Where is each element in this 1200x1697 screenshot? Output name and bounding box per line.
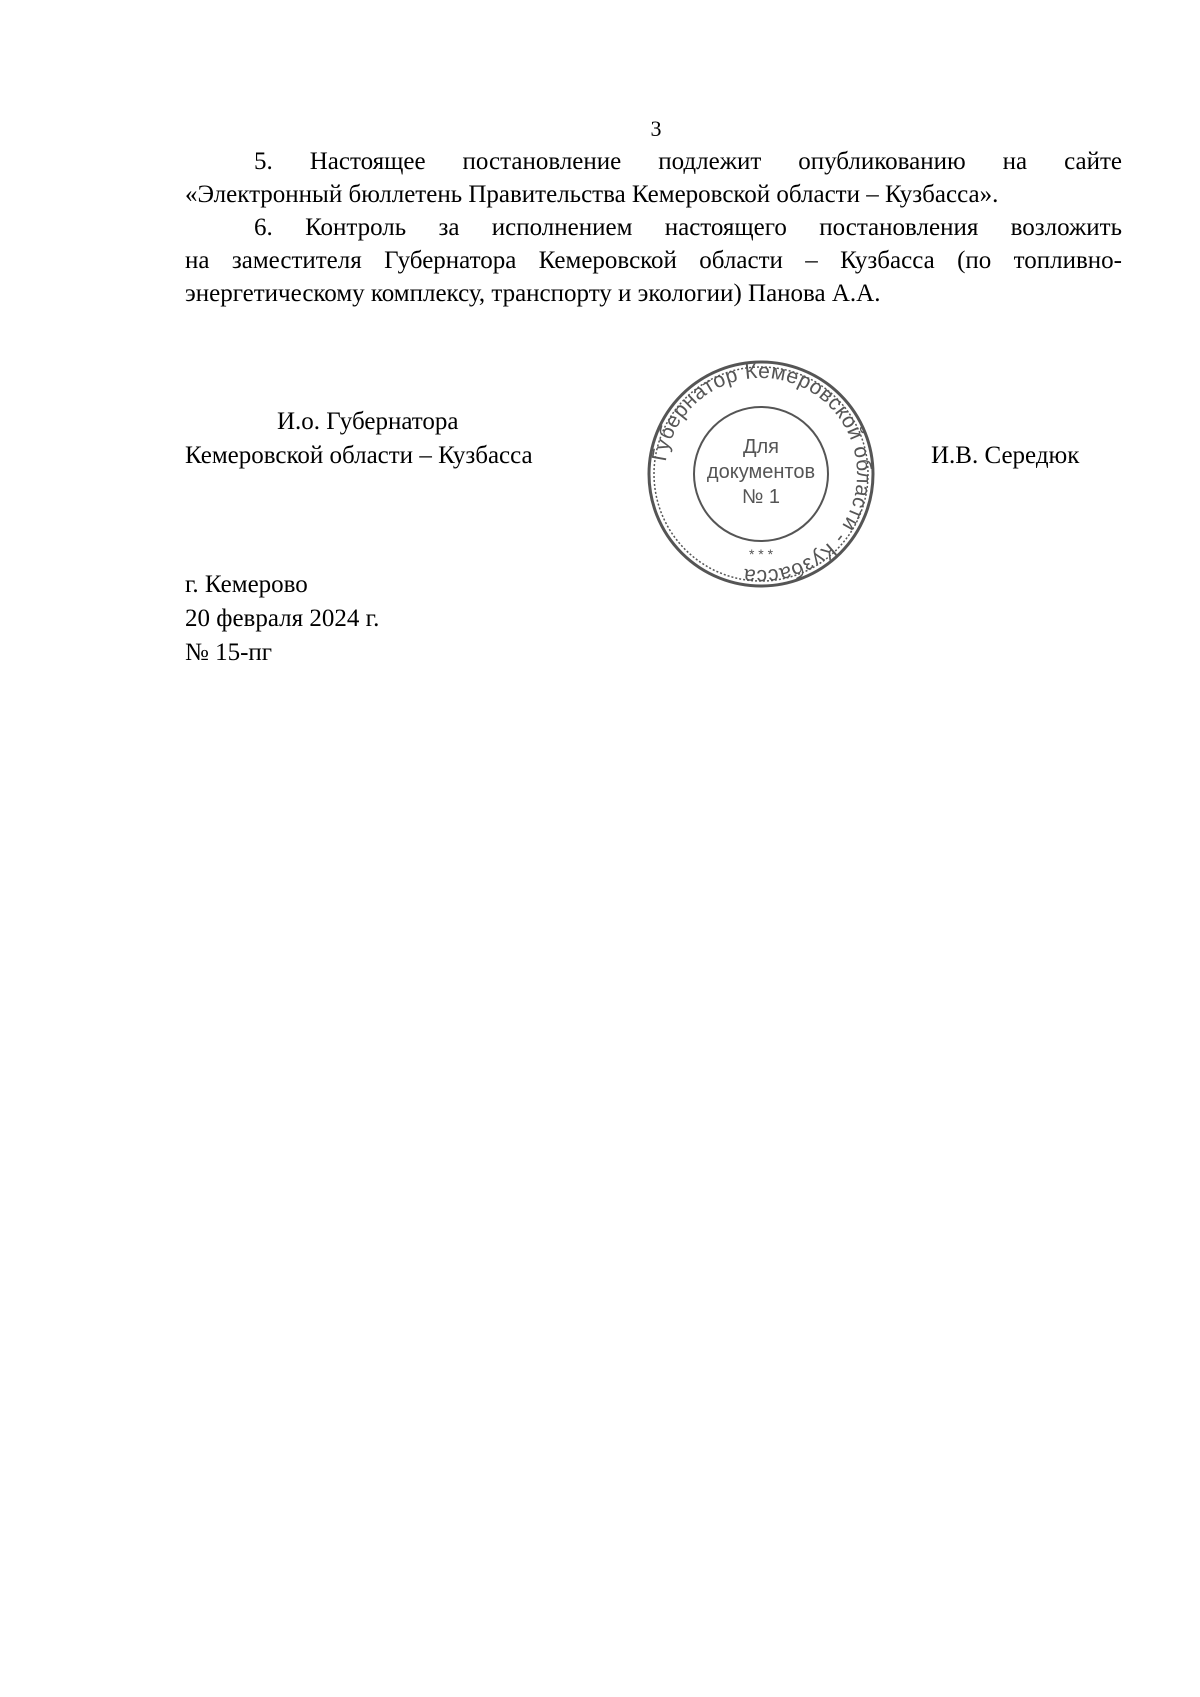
seal-stars: * * * bbox=[748, 546, 774, 562]
signatory-position-line-1: И.о. Губернатора bbox=[277, 408, 459, 435]
paragraph-5 bbox=[185, 145, 1122, 211]
seal-graphic bbox=[644, 357, 878, 591]
paragraph-line: энергетическому комплексу, транспорту и экологии) Панова А.А. bbox=[185, 280, 881, 307]
paragraph-line: «Электронный бюллетень Правительства Кемеровской области – Кузбасса». bbox=[185, 181, 999, 208]
page-number: 3 bbox=[650, 116, 662, 141]
signatory-name: И.В. Середюк bbox=[931, 442, 1080, 469]
official-seal bbox=[644, 357, 878, 591]
paragraph-line: 6. Контроль за исполнением настоящего постановления возложить bbox=[254, 214, 1122, 241]
seal-center-line-3: № 1 bbox=[741, 486, 781, 508]
signatory-position bbox=[185, 405, 533, 473]
document-number: № 15-пг bbox=[185, 639, 273, 666]
seal-ring-text: Губернатор Кемеровской области - Кузбасса bbox=[647, 359, 876, 589]
seal-center-line-1: Для bbox=[742, 436, 780, 458]
paragraph-line: на заместителя Губернатора Кемеровской области – Кузбасса (по топливно- bbox=[185, 247, 1122, 274]
signatory-position-line-2: Кемеровской области – Кузбасса bbox=[185, 442, 533, 469]
paragraph-line: 5. Настоящее постановление подлежит опубликованию на сайте bbox=[254, 148, 1122, 175]
paragraph-6 bbox=[185, 211, 1122, 310]
document-footer bbox=[185, 568, 379, 670]
seal-center-line-2: документов bbox=[706, 461, 816, 483]
issue-city: г. Кемерово bbox=[185, 571, 308, 598]
issue-date: 20 февраля 2024 г. bbox=[185, 605, 380, 632]
